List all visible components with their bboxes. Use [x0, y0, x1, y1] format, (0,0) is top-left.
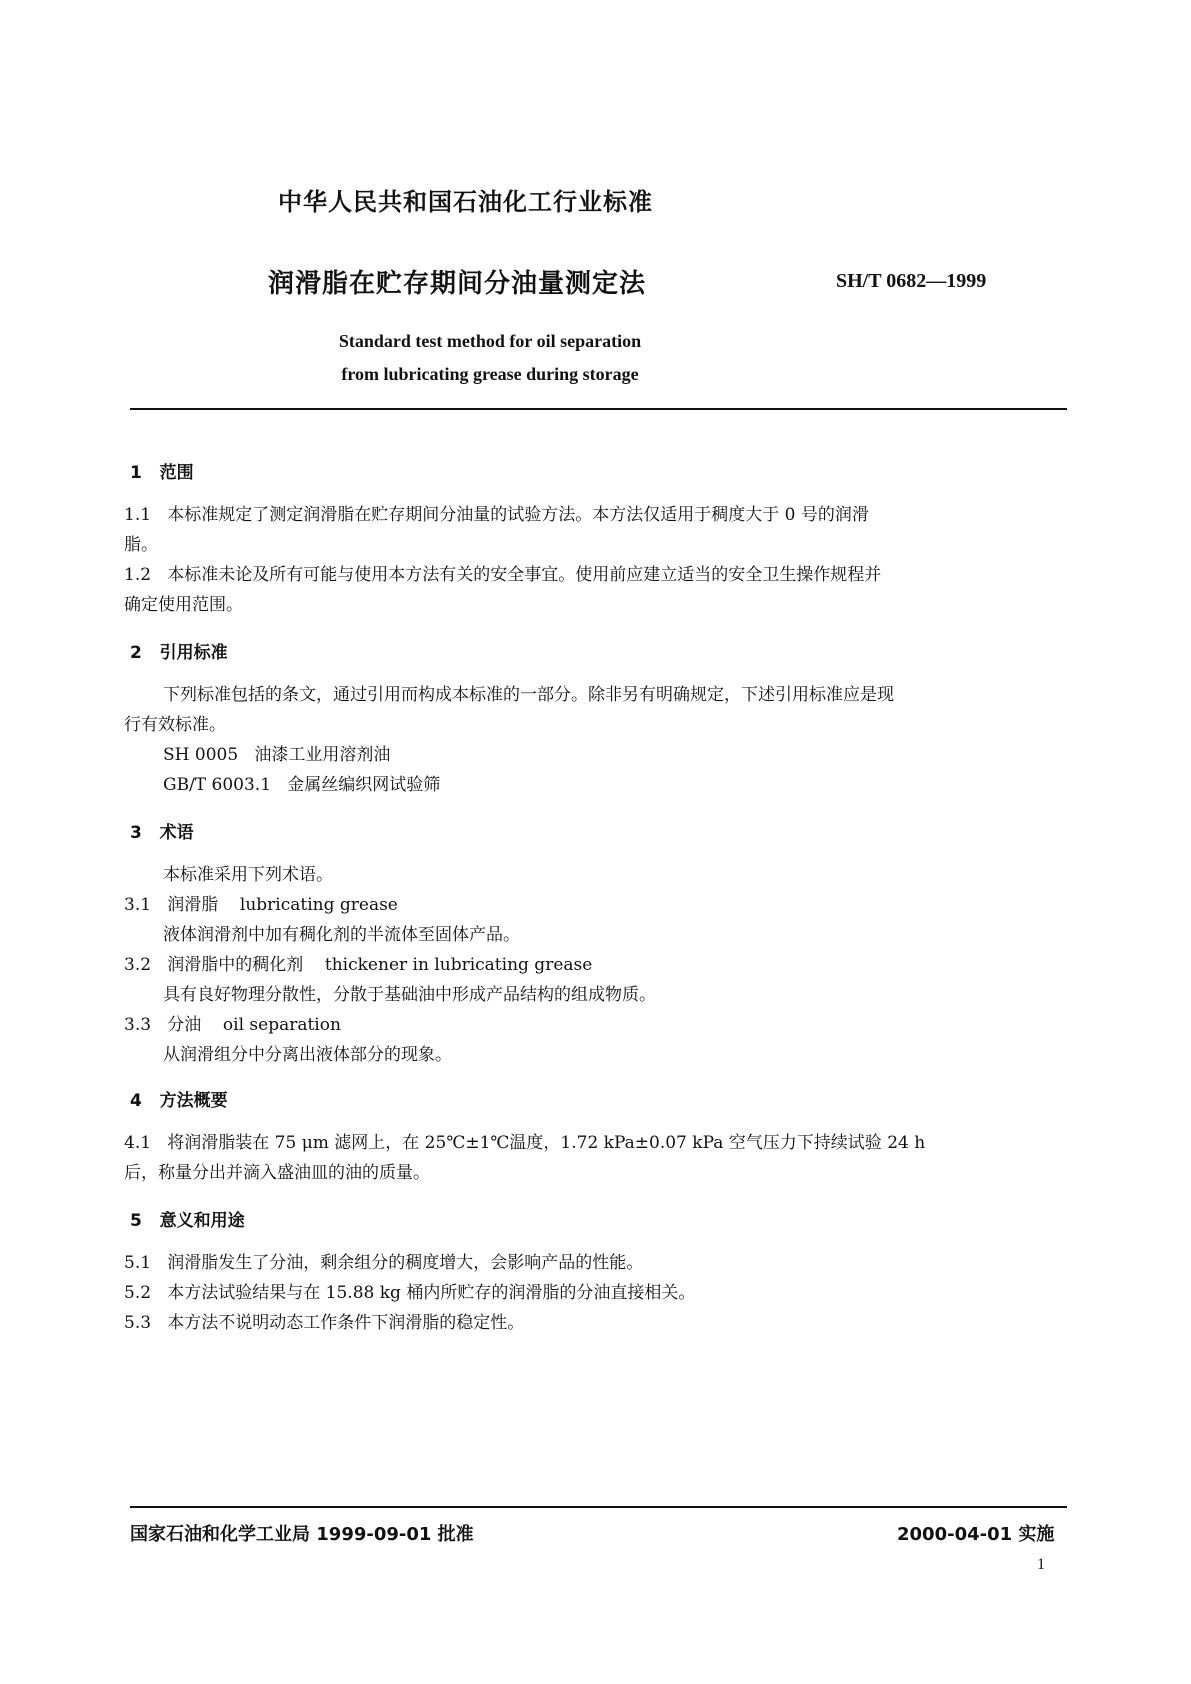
clause-4-1-cont: 后，称量分出并滴入盛油皿的油的质量。 — [124, 1163, 430, 1183]
footer-divider — [130, 1506, 1067, 1508]
section-3-heading: 3 术语 — [130, 823, 194, 843]
issuing-organization: 中华人民共和国石油化工行业标准 — [278, 188, 653, 216]
document-title-cn: 润滑脂在贮存期间分油量测定法 — [268, 269, 647, 299]
term-3-2: 3.2 润滑脂中的稠化剂 thickener in lubricating grease — [124, 955, 593, 975]
header-divider — [130, 408, 1067, 410]
clause-1-2-cont: 确定使用范围。 — [124, 595, 243, 615]
clause-5-2: 5.2 本方法试验结果与在 15.88 kg 桶内所贮存的润滑脂的分油直接相关。 — [124, 1283, 696, 1303]
term-3-3-definition: 从润滑组分中分离出液体部分的现象。 — [163, 1045, 452, 1065]
term-3-1: 3.1 润滑脂 lubricating grease — [124, 895, 398, 915]
page-number: 1 — [1037, 1556, 1045, 1573]
term-3-3: 3.3 分油 oil separation — [124, 1015, 341, 1035]
section-2-text-cont: 行有效标准。 — [124, 715, 226, 735]
section-2-text: 下列标准包括的条文，通过引用而构成本标准的一部分。除非另有明确规定，下述引用标准应是现 — [163, 685, 894, 705]
effective-date: 2000-04-01 实施 — [897, 1524, 1055, 1545]
title-en-line-2: from lubricating grease during storage — [341, 364, 639, 384]
clause-1-2: 1.2 本标准未论及所有可能与使用本方法有关的安全事宜。使用前应建立适当的安全卫生操作规程并 — [124, 565, 882, 585]
clause-5-3: 5.3 本方法不说明动态工作条件下润滑脂的稳定性。 — [124, 1313, 525, 1333]
reference-item: GB/T 6003.1 金属丝编织网试验筛 — [163, 775, 441, 795]
clause-1-1: 1.1 本标准规定了测定润滑脂在贮存期间分油量的试验方法。本方法仅适用于稠度大于 0 号的润滑 — [124, 505, 869, 525]
clause-1-1-cont: 脂。 — [124, 535, 158, 555]
approval-note: 国家石油和化学工业局 1999-09-01 批准 — [130, 1524, 474, 1545]
document-title-en — [300, 325, 680, 391]
clause-5-1: 5.1 润滑脂发生了分油，剩余组分的稠度增大，会影响产品的性能。 — [124, 1253, 644, 1273]
section-1-heading: 1 范围 — [130, 463, 194, 483]
section-5-heading: 5 意义和用途 — [130, 1211, 245, 1231]
standard-number: SH/T 0682—1999 — [836, 270, 987, 292]
term-3-2-definition: 具有良好物理分散性，分散于基础油中形成产品结构的组成物质。 — [163, 985, 656, 1005]
title-en-line-1: Standard test method for oil separation — [338, 331, 642, 351]
reference-item: SH 0005 油漆工业用溶剂油 — [163, 745, 391, 765]
section-2-heading: 2 引用标准 — [130, 643, 228, 663]
section-4-heading: 4 方法概要 — [130, 1091, 228, 1111]
section-3-intro: 本标准采用下列术语。 — [163, 865, 333, 885]
clause-4-1: 4.1 将润滑脂装在 75 μm 滤网上，在 25℃±1℃温度，1.72 kPa±0.07 kPa 空气压力下持续试验 24 h — [124, 1133, 926, 1153]
term-3-1-definition: 液体润滑剂中加有稠化剂的半流体至固体产品。 — [163, 925, 520, 945]
